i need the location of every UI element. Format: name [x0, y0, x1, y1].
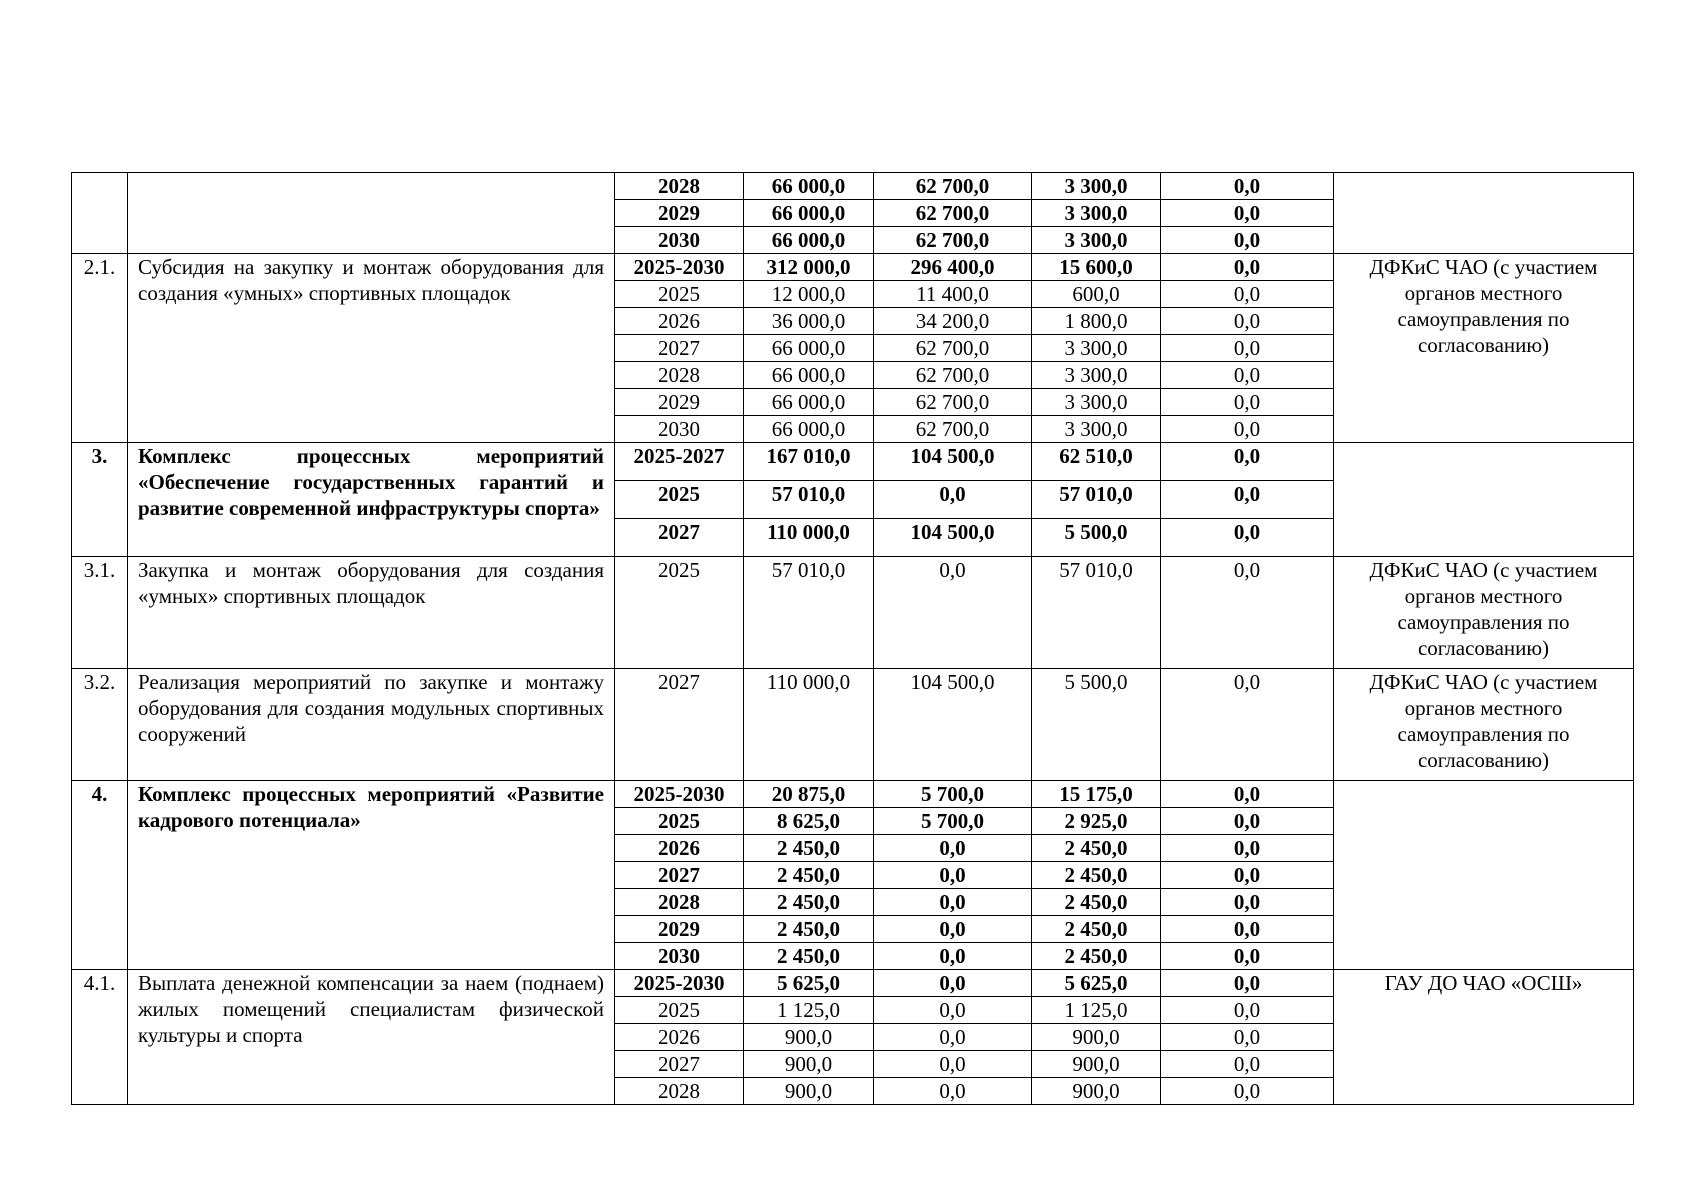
local-budget-cell: 900,0 [1032, 1051, 1161, 1078]
other-sources-cell: 0,0 [1161, 281, 1334, 308]
local-budget-cell: 3 300,0 [1032, 362, 1161, 389]
year-cell: 2025-2030 [615, 970, 744, 997]
table-row [72, 781, 1634, 808]
other-sources-cell: 0,0 [1161, 835, 1334, 862]
other-sources-cell: 0,0 [1161, 389, 1334, 416]
budget-table [71, 172, 1634, 1105]
other-sources-cell: 0,0 [1161, 1051, 1334, 1078]
table-row [72, 557, 1634, 669]
year-cell: 2029 [615, 916, 744, 943]
executor-cell [1334, 443, 1634, 557]
regional-budget-cell: 62 700,0 [874, 389, 1032, 416]
item-number-cell [72, 173, 128, 254]
total-cell: 66 000,0 [744, 389, 874, 416]
executor-cell [1334, 173, 1634, 254]
total-cell: 66 000,0 [744, 416, 874, 443]
total-cell: 66 000,0 [744, 335, 874, 362]
regional-budget-cell: 0,0 [874, 1051, 1032, 1078]
other-sources-cell: 0,0 [1161, 808, 1334, 835]
total-cell: 2 450,0 [744, 862, 874, 889]
total-cell: 2 450,0 [744, 835, 874, 862]
local-budget-cell: 2 450,0 [1032, 835, 1161, 862]
local-budget-cell: 5 625,0 [1032, 970, 1161, 997]
total-cell: 57 010,0 [744, 557, 874, 669]
regional-budget-cell: 0,0 [874, 916, 1032, 943]
table-row [72, 173, 1634, 200]
total-cell: 110 000,0 [744, 519, 874, 557]
local-budget-cell: 1 800,0 [1032, 308, 1161, 335]
other-sources-cell: 0,0 [1161, 362, 1334, 389]
regional-budget-cell: 104 500,0 [874, 519, 1032, 557]
regional-budget-cell: 11 400,0 [874, 281, 1032, 308]
regional-budget-cell: 0,0 [874, 997, 1032, 1024]
year-cell: 2025 [615, 481, 744, 519]
other-sources-cell: 0,0 [1161, 997, 1334, 1024]
regional-budget-cell: 0,0 [874, 943, 1032, 970]
local-budget-cell: 57 010,0 [1032, 557, 1161, 669]
local-budget-cell: 2 925,0 [1032, 808, 1161, 835]
item-number-cell: 2.1. [72, 254, 128, 443]
other-sources-cell: 0,0 [1161, 227, 1334, 254]
other-sources-cell: 0,0 [1161, 557, 1334, 669]
regional-budget-cell: 296 400,0 [874, 254, 1032, 281]
other-sources-cell: 0,0 [1161, 916, 1334, 943]
regional-budget-cell: 0,0 [874, 970, 1032, 997]
other-sources-cell: 0,0 [1161, 781, 1334, 808]
local-budget-cell: 2 450,0 [1032, 916, 1161, 943]
other-sources-cell: 0,0 [1161, 970, 1334, 997]
year-cell: 2025 [615, 281, 744, 308]
local-budget-cell: 3 300,0 [1032, 173, 1161, 200]
total-cell: 12 000,0 [744, 281, 874, 308]
other-sources-cell: 0,0 [1161, 335, 1334, 362]
year-cell: 2027 [615, 669, 744, 781]
year-cell: 2025-2030 [615, 254, 744, 281]
year-cell: 2028 [615, 889, 744, 916]
regional-budget-cell: 62 700,0 [874, 362, 1032, 389]
local-budget-cell: 3 300,0 [1032, 335, 1161, 362]
other-sources-cell: 0,0 [1161, 308, 1334, 335]
total-cell: 66 000,0 [744, 200, 874, 227]
regional-budget-cell: 0,0 [874, 481, 1032, 519]
total-cell: 1 125,0 [744, 997, 874, 1024]
activity-name-cell [128, 173, 615, 254]
regional-budget-cell: 104 500,0 [874, 443, 1032, 481]
regional-budget-cell: 0,0 [874, 557, 1032, 669]
regional-budget-cell: 5 700,0 [874, 808, 1032, 835]
item-number-cell: 3.1. [72, 557, 128, 669]
regional-budget-cell: 0,0 [874, 1078, 1032, 1105]
regional-budget-cell: 62 700,0 [874, 200, 1032, 227]
local-budget-cell: 900,0 [1032, 1024, 1161, 1051]
table-row [72, 669, 1634, 781]
regional-budget-cell: 0,0 [874, 862, 1032, 889]
local-budget-cell: 3 300,0 [1032, 227, 1161, 254]
year-cell: 2030 [615, 416, 744, 443]
table-row [72, 970, 1634, 997]
total-cell: 20 875,0 [744, 781, 874, 808]
total-cell: 66 000,0 [744, 362, 874, 389]
local-budget-cell: 2 450,0 [1032, 889, 1161, 916]
other-sources-cell: 0,0 [1161, 254, 1334, 281]
regional-budget-cell: 0,0 [874, 835, 1032, 862]
total-cell: 2 450,0 [744, 916, 874, 943]
local-budget-cell: 57 010,0 [1032, 481, 1161, 519]
year-cell: 2029 [615, 200, 744, 227]
other-sources-cell: 0,0 [1161, 173, 1334, 200]
regional-budget-cell: 34 200,0 [874, 308, 1032, 335]
other-sources-cell: 0,0 [1161, 200, 1334, 227]
total-cell: 900,0 [744, 1078, 874, 1105]
table-body [72, 173, 1634, 1105]
regional-budget-cell: 62 700,0 [874, 335, 1032, 362]
year-cell: 2026 [615, 835, 744, 862]
local-budget-cell: 600,0 [1032, 281, 1161, 308]
other-sources-cell: 0,0 [1161, 416, 1334, 443]
other-sources-cell: 0,0 [1161, 481, 1334, 519]
total-cell: 312 000,0 [744, 254, 874, 281]
local-budget-cell: 3 300,0 [1032, 416, 1161, 443]
local-budget-cell: 900,0 [1032, 1078, 1161, 1105]
other-sources-cell: 0,0 [1161, 862, 1334, 889]
local-budget-cell: 2 450,0 [1032, 943, 1161, 970]
activity-name-cell: Субсидия на закупку и монтаж оборудования для создания «умных» спортивных площадок [128, 254, 615, 443]
executor-cell: ДФКиС ЧАО (с участием органов местного самоуправления по согласованию) [1334, 669, 1634, 781]
year-cell: 2027 [615, 1051, 744, 1078]
regional-budget-cell: 62 700,0 [874, 173, 1032, 200]
regional-budget-cell: 0,0 [874, 1024, 1032, 1051]
total-cell: 900,0 [744, 1024, 874, 1051]
total-cell: 2 450,0 [744, 943, 874, 970]
regional-budget-cell: 62 700,0 [874, 416, 1032, 443]
table-row [72, 443, 1634, 481]
year-cell: 2027 [615, 862, 744, 889]
item-number-cell: 4.1. [72, 970, 128, 1105]
local-budget-cell: 2 450,0 [1032, 862, 1161, 889]
other-sources-cell: 0,0 [1161, 943, 1334, 970]
year-cell: 2027 [615, 335, 744, 362]
regional-budget-cell: 0,0 [874, 889, 1032, 916]
other-sources-cell: 0,0 [1161, 1078, 1334, 1105]
executor-cell: ГАУ ДО ЧАО «ОСШ» [1334, 970, 1634, 1105]
executor-cell: ДФКиС ЧАО (с участием органов местного самоуправления по согласованию) [1334, 254, 1634, 443]
year-cell: 2028 [615, 1078, 744, 1105]
table-row [72, 254, 1634, 281]
other-sources-cell: 0,0 [1161, 889, 1334, 916]
total-cell: 66 000,0 [744, 173, 874, 200]
total-cell: 66 000,0 [744, 227, 874, 254]
year-cell: 2028 [615, 362, 744, 389]
total-cell: 900,0 [744, 1051, 874, 1078]
year-cell: 2029 [615, 389, 744, 416]
other-sources-cell: 0,0 [1161, 669, 1334, 781]
local-budget-cell: 62 510,0 [1032, 443, 1161, 481]
activity-name-cell: Выплата денежной компенсации за наем (поднаем) жилых помещений специалистам физической культуры и спорта [128, 970, 615, 1105]
activity-name-cell: Реализация мероприятий по закупке и монтажу оборудования для создания модульных спортивных сооружений [128, 669, 615, 781]
executor-cell [1334, 781, 1634, 970]
total-cell: 110 000,0 [744, 669, 874, 781]
regional-budget-cell: 104 500,0 [874, 669, 1032, 781]
local-budget-cell: 15 175,0 [1032, 781, 1161, 808]
year-cell: 2027 [615, 519, 744, 557]
other-sources-cell: 0,0 [1161, 1024, 1334, 1051]
year-cell: 2025-2027 [615, 443, 744, 481]
year-cell: 2025 [615, 997, 744, 1024]
other-sources-cell: 0,0 [1161, 519, 1334, 557]
year-cell: 2028 [615, 173, 744, 200]
year-cell: 2025-2030 [615, 781, 744, 808]
total-cell: 8 625,0 [744, 808, 874, 835]
year-cell: 2026 [615, 308, 744, 335]
activity-name-cell: Закупка и монтаж оборудования для создания «умных» спортивных площадок [128, 557, 615, 669]
local-budget-cell: 5 500,0 [1032, 669, 1161, 781]
total-cell: 36 000,0 [744, 308, 874, 335]
year-cell: 2025 [615, 557, 744, 669]
local-budget-cell: 5 500,0 [1032, 519, 1161, 557]
regional-budget-cell: 62 700,0 [874, 227, 1032, 254]
total-cell: 5 625,0 [744, 970, 874, 997]
item-number-cell: 3.2. [72, 669, 128, 781]
local-budget-cell: 1 125,0 [1032, 997, 1161, 1024]
activity-name-cell: Комплекс процессных мероприятий «Обеспечение государственных гарантий и развитие современной инфраструктуры спорта» [128, 443, 615, 557]
other-sources-cell: 0,0 [1161, 443, 1334, 481]
year-cell: 2025 [615, 808, 744, 835]
activity-name-cell: Комплекс процессных мероприятий «Развитие кадрового потенциала» [128, 781, 615, 970]
year-cell: 2030 [615, 227, 744, 254]
item-number-cell: 3. [72, 443, 128, 557]
regional-budget-cell: 5 700,0 [874, 781, 1032, 808]
local-budget-cell: 3 300,0 [1032, 389, 1161, 416]
total-cell: 57 010,0 [744, 481, 874, 519]
local-budget-cell: 15 600,0 [1032, 254, 1161, 281]
year-cell: 2030 [615, 943, 744, 970]
executor-cell: ДФКиС ЧАО (с участием органов местного самоуправления по согласованию) [1334, 557, 1634, 669]
year-cell: 2026 [615, 1024, 744, 1051]
item-number-cell: 4. [72, 781, 128, 970]
local-budget-cell: 3 300,0 [1032, 200, 1161, 227]
total-cell: 167 010,0 [744, 443, 874, 481]
total-cell: 2 450,0 [744, 889, 874, 916]
